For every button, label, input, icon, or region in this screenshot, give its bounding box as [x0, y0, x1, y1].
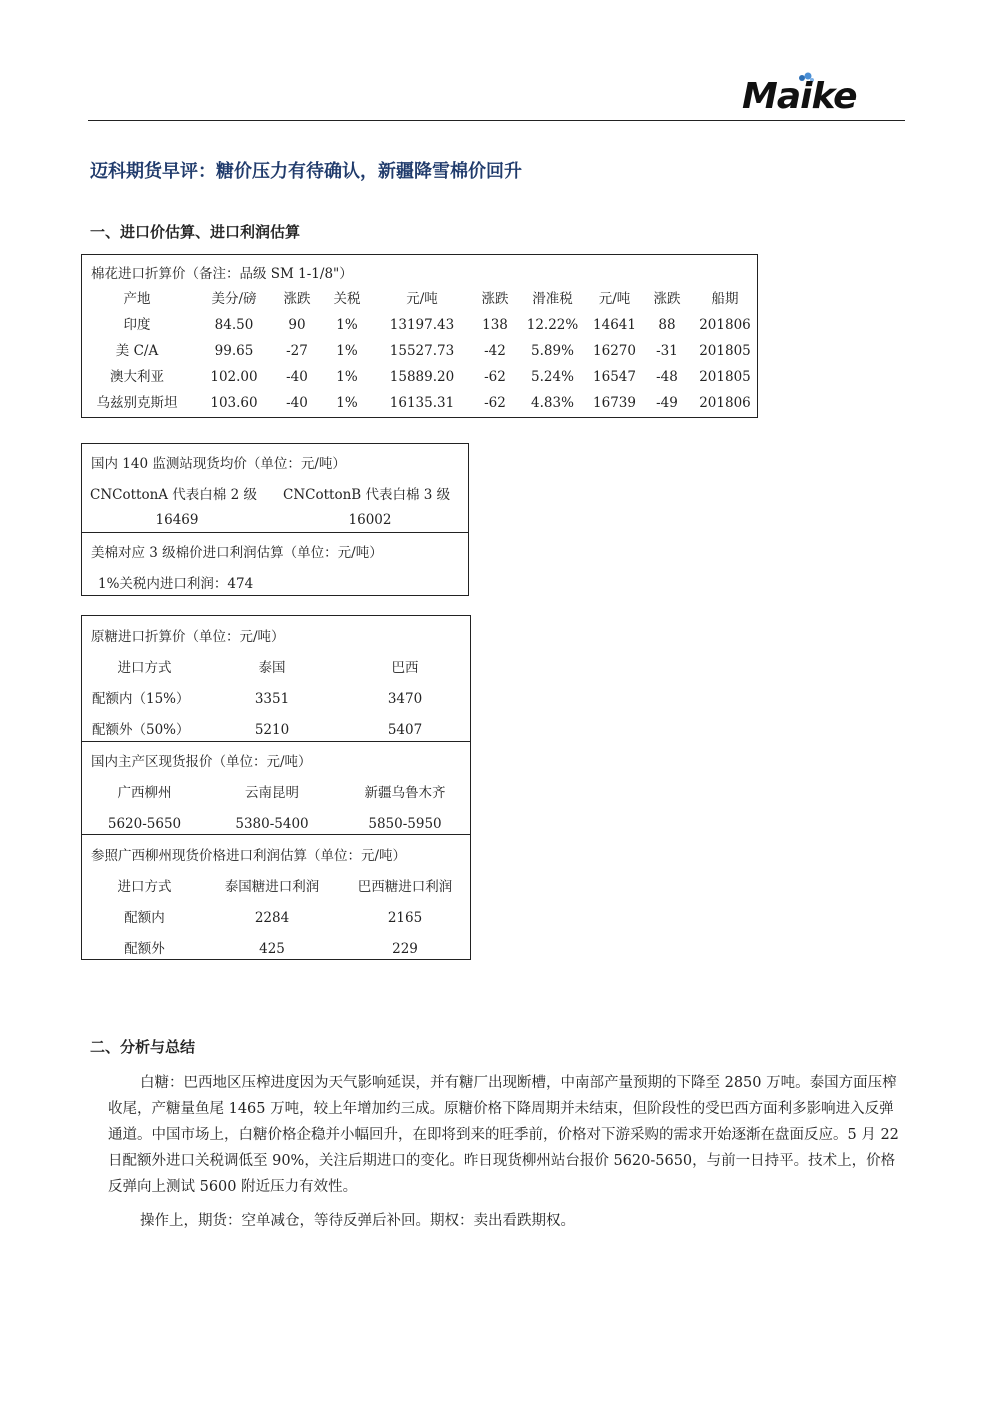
col-header: 巴西 [391, 660, 419, 676]
page-title: 迈科期货早评：糖价压力有待确认，新疆降雪棉价回升 [90, 161, 522, 182]
table-cell: -40 [286, 369, 308, 385]
table-cell: 5407 [387, 722, 423, 738]
table-cell: 2165 [387, 910, 423, 926]
operation-paragraph: 操作上，期货：空单减仓，等待反弹后补回。期权：卖出看跌期权。 [140, 1213, 575, 1229]
section-2-heading: 二、分析与总结 [90, 1038, 196, 1056]
cotton-profit-line: 1%关税内进口利润：474 [98, 576, 254, 592]
cotton-import-caption: 棉花进口折算价（备注：品级 SM 1-1/8"） [91, 266, 353, 282]
cotton-import-table [81, 254, 758, 418]
table-cell: 2284 [254, 910, 290, 926]
col-header: 进口方式 [117, 879, 172, 895]
col-header: 泰国 [258, 660, 286, 676]
domestic-cotton-caption: 国内 140 监测站现货均价（单位：元/吨） [91, 456, 346, 472]
table-cell: 88 [658, 317, 676, 333]
table-cell: 12.22% [526, 317, 579, 333]
sugar-profit-caption: 参照广西柳州现货价格进口利润估算（单位：元/吨） [91, 848, 407, 864]
table-cell: -62 [484, 369, 506, 385]
spot-price: 5620-5650 [107, 816, 182, 832]
table-cell: -62 [484, 395, 506, 411]
table-cell: -48 [656, 369, 678, 385]
table-cell: 13197.43 [389, 317, 455, 333]
table-cell: 配额外 [124, 941, 165, 957]
table-cell: 5210 [254, 722, 290, 738]
table-cell: 229 [392, 941, 418, 957]
row-divider [81, 532, 469, 533]
col-header: 产地 [123, 291, 151, 307]
table-cell: 1% [336, 395, 358, 411]
spot-region: 广西柳州 [117, 785, 172, 801]
table-cell: 15527.73 [389, 343, 455, 359]
cncotton-b-label: CNCottonB 代表白棉 3 级 [283, 487, 451, 503]
table-cell: -42 [484, 343, 506, 359]
analysis-text [108, 1070, 908, 1234]
table-cell: 美 C/A [115, 343, 159, 359]
table-cell: 99.65 [214, 343, 254, 359]
col-header: 滑准税 [532, 291, 573, 307]
col-header: 关税 [333, 291, 361, 307]
table-cell: 102.00 [210, 369, 258, 385]
table-cell: 84.50 [214, 317, 254, 333]
logo-wordmark: Maike [742, 76, 857, 117]
table-cell: 配额外（50%） [92, 722, 190, 738]
table-cell: 16135.31 [389, 395, 455, 411]
table-cell: 14641 [593, 317, 636, 333]
col-header: 元/吨 [406, 291, 438, 307]
table-cell: 1% [336, 343, 358, 359]
spot-region: 云南昆明 [245, 785, 299, 801]
cncotton-a-label: CNCottonA 代表白棉 2 级 [90, 487, 257, 503]
table-cell: 1% [336, 369, 358, 385]
table-cell: 配额内（15%） [92, 691, 190, 707]
table-cell: 103.60 [210, 395, 258, 411]
spot-region: 新疆乌鲁木齐 [364, 785, 446, 801]
table-cell: -27 [286, 343, 308, 359]
sugar-import-caption: 原糖进口折算价（单位：元/吨） [91, 629, 285, 645]
table-cell: 16739 [593, 395, 636, 411]
table-cell: 1% [336, 317, 358, 333]
header-rule [88, 120, 905, 121]
table-cell: 5.24% [531, 369, 574, 385]
table-cell: -31 [656, 343, 678, 359]
section-1-heading: 一、进口价估算、进口利润估算 [90, 223, 301, 241]
col-header: 进口方式 [117, 660, 172, 676]
col-header: 涨跌 [283, 291, 311, 307]
table-cell: 425 [259, 941, 285, 957]
col-header: 船期 [711, 291, 739, 307]
table-cell: 90 [288, 317, 306, 333]
table-cell: 乌兹别克斯坦 [96, 395, 178, 411]
analysis-paragraph: 白糖：巴西地区压榨进度因为天气影响延误，并有糖厂出现断槽，中南部产量预期的下降至 2850 万吨。泰国方面压榨收尾，产糖量鱼尾 1465 万吨，较上年增加约三成。原糖价格下降周期并未结束，但阶段性的受巴西方面利多影响进入反弹通道。中国市场上，白糖价格企稳并小幅回升，在即将到来的旺季前，价格对下游采购的需求开始逐渐在盘面反应。5 月 22 日配额外进口关税调低至 90%，关注后期进口的变化。昨日现货柳州站台报价 5620-5650，与前一日持平。技术上，价格反弹向上测试 5600 附近压力有效性。 [108, 1075, 899, 1195]
table-cell: 3351 [254, 691, 290, 707]
col-header: 美分/磅 [211, 291, 257, 307]
cncotton-b-value: 16002 [348, 512, 392, 528]
col-header: 泰国糖进口利润 [224, 879, 320, 895]
spot-price: 5850-5950 [368, 816, 442, 832]
spot-price: 5380-5400 [235, 816, 309, 832]
table-cell: 4.83% [531, 395, 574, 411]
row-divider [81, 741, 471, 742]
table-cell: 印度 [123, 317, 151, 333]
table-cell: 15889.20 [389, 369, 455, 385]
company-logo [738, 74, 888, 118]
table-cell: 138 [482, 317, 508, 333]
table-cell: 澳大利亚 [110, 369, 164, 385]
col-header: 元/吨 [598, 291, 631, 307]
table-cell: 16547 [593, 369, 636, 385]
table-cell: 201806 [699, 395, 751, 411]
table-cell: -40 [286, 395, 308, 411]
col-header: 涨跌 [481, 291, 509, 307]
table-cell: 201805 [699, 369, 751, 385]
table-cell: 配额内 [124, 910, 165, 926]
sugar-import-table [81, 615, 471, 960]
table-cell: -49 [656, 395, 678, 411]
cotton-profit-caption: 美棉对应 3 级棉价进口利润估算（单位：元/吨） [91, 545, 383, 561]
sugar-spot-caption: 国内主产区现货报价（单位：元/吨） [91, 754, 312, 770]
row-divider [81, 834, 471, 835]
table-cell: 201806 [699, 317, 751, 333]
col-header: 涨跌 [653, 291, 681, 307]
table-cell: 5.89% [531, 343, 574, 359]
cncotton-a-value: 16469 [155, 512, 199, 528]
table-cell: 16270 [593, 343, 636, 359]
table-cell: 3470 [387, 691, 423, 707]
col-header: 巴西糖进口利润 [357, 879, 453, 895]
domestic-cotton-table [81, 443, 469, 596]
table-cell: 201805 [699, 343, 751, 359]
